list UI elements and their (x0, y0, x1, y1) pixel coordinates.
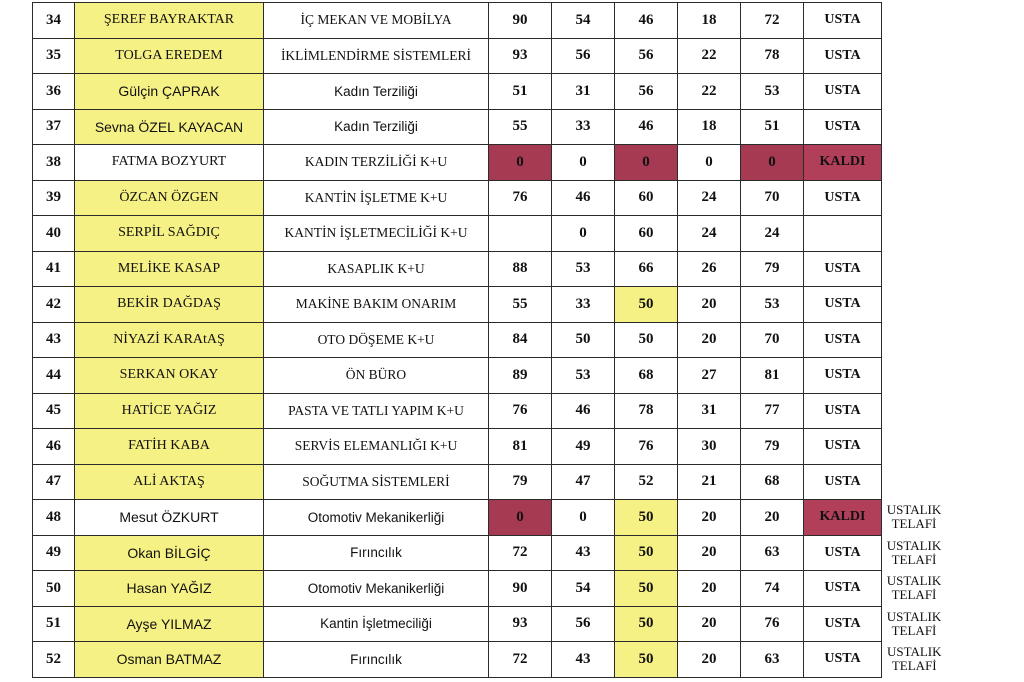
score-5: 72 (741, 3, 804, 39)
student-name: Okan BİLGİÇ (75, 535, 264, 571)
table-row (33, 606, 947, 642)
score-5: 20 (741, 500, 804, 536)
department: KANTİN İŞLETME K+U (264, 180, 489, 216)
row-number: 38 (33, 145, 75, 181)
result-status: USTA (804, 251, 882, 287)
table-row (33, 216, 947, 252)
student-name: MELİKE KASAP (75, 251, 264, 287)
score-4: 20 (678, 287, 741, 323)
result-status: USTA (804, 74, 882, 110)
department: Fırıncılık (264, 642, 489, 678)
table-row (33, 464, 947, 500)
table-row (33, 38, 947, 74)
table-row (33, 145, 947, 181)
row-number: 42 (33, 287, 75, 323)
score-2: 47 (552, 464, 615, 500)
score-4: 20 (678, 606, 741, 642)
score-5: 74 (741, 571, 804, 607)
score-4: 18 (678, 3, 741, 39)
student-name: SERPİL SAĞDIÇ (75, 216, 264, 252)
score-1: 90 (489, 3, 552, 39)
score-5: 79 (741, 429, 804, 465)
table-row (33, 393, 947, 429)
score-4: 0 (678, 145, 741, 181)
score-4: 24 (678, 180, 741, 216)
score-4: 24 (678, 216, 741, 252)
score-5: 53 (741, 74, 804, 110)
row-number: 46 (33, 429, 75, 465)
score-3: 56 (615, 74, 678, 110)
department: Otomotiv Mekanikerliği (264, 500, 489, 536)
side-note-line: TELAFİ (891, 516, 937, 532)
score-3: 60 (615, 216, 678, 252)
score-2: 43 (552, 642, 615, 678)
side-note (882, 500, 947, 536)
result-status: USTA (804, 358, 882, 394)
score-3: 50 (615, 606, 678, 642)
score-2: 46 (552, 180, 615, 216)
student-name: FATİH KABA (75, 429, 264, 465)
score-1: 93 (489, 606, 552, 642)
table-row (33, 429, 947, 465)
row-number: 41 (33, 251, 75, 287)
student-name: BEKİR DAĞDAŞ (75, 287, 264, 323)
student-name: ŞEREF BAYRAKTAR (75, 3, 264, 39)
department: Kantin İşletmeciliği (264, 606, 489, 642)
score-1: 55 (489, 109, 552, 145)
score-5: 0 (741, 145, 804, 181)
score-5: 78 (741, 38, 804, 74)
table-row (33, 180, 947, 216)
result-status: USTA (804, 606, 882, 642)
department: MAKİNE BAKIM ONARIM (264, 287, 489, 323)
department: KADIN TERZİLİĞİ K+U (264, 145, 489, 181)
score-1: 93 (489, 38, 552, 74)
score-5: 79 (741, 251, 804, 287)
score-4: 20 (678, 322, 741, 358)
table-row (33, 251, 947, 287)
row-number: 44 (33, 358, 75, 394)
score-5: 70 (741, 180, 804, 216)
student-name: TOLGA EREDEM (75, 38, 264, 74)
side-note (882, 429, 947, 465)
row-number: 40 (33, 216, 75, 252)
table-row (33, 322, 947, 358)
score-1: 89 (489, 358, 552, 394)
department: İKLİMLENDİRME SİSTEMLERİ (264, 38, 489, 74)
row-number: 37 (33, 109, 75, 145)
student-name: HATİCE YAĞIZ (75, 393, 264, 429)
row-number: 43 (33, 322, 75, 358)
score-5: 81 (741, 358, 804, 394)
row-number: 36 (33, 74, 75, 110)
score-3: 66 (615, 251, 678, 287)
result-status: USTA (804, 571, 882, 607)
score-2: 31 (552, 74, 615, 110)
score-3: 76 (615, 429, 678, 465)
score-5: 76 (741, 606, 804, 642)
student-name: SERKAN OKAY (75, 358, 264, 394)
score-5: 63 (741, 535, 804, 571)
student-name: Osman BATMAZ (75, 642, 264, 678)
side-note (882, 109, 947, 145)
department: İÇ MEKAN VE MOBİLYA (264, 3, 489, 39)
score-1 (489, 216, 552, 252)
side-note (882, 38, 947, 74)
department: Kadın Terziliği (264, 74, 489, 110)
score-2: 0 (552, 216, 615, 252)
score-1: 79 (489, 464, 552, 500)
table-row (33, 642, 947, 678)
side-note (882, 606, 947, 642)
side-note-line: USTALIK (886, 537, 942, 553)
score-2: 43 (552, 535, 615, 571)
score-1: 55 (489, 287, 552, 323)
score-4: 20 (678, 500, 741, 536)
row-number: 45 (33, 393, 75, 429)
score-4: 26 (678, 251, 741, 287)
student-name: Gülçin ÇAPRAK (75, 74, 264, 110)
score-1: 0 (489, 500, 552, 536)
score-1: 76 (489, 180, 552, 216)
score-3: 50 (615, 642, 678, 678)
score-2: 0 (552, 145, 615, 181)
score-2: 33 (552, 287, 615, 323)
score-3: 50 (615, 287, 678, 323)
score-5: 51 (741, 109, 804, 145)
score-4: 20 (678, 535, 741, 571)
side-note-line: USTALIK (886, 573, 942, 589)
score-2: 46 (552, 393, 615, 429)
side-note-line: USTALIK (886, 608, 942, 624)
student-name: FATMA BOZYURT (75, 145, 264, 181)
row-number: 48 (33, 500, 75, 536)
student-name: Ayşe YILMAZ (75, 606, 264, 642)
side-note (882, 464, 947, 500)
row-number: 49 (33, 535, 75, 571)
table-row (33, 571, 947, 607)
score-3: 46 (615, 109, 678, 145)
score-3: 50 (615, 322, 678, 358)
row-number: 47 (33, 464, 75, 500)
score-5: 68 (741, 464, 804, 500)
table-row (33, 287, 947, 323)
table-row (33, 3, 947, 39)
row-number: 34 (33, 3, 75, 39)
score-3: 46 (615, 3, 678, 39)
results-table-body (33, 3, 947, 678)
result-status: USTA (804, 3, 882, 39)
score-4: 22 (678, 74, 741, 110)
results-table (32, 2, 947, 678)
score-4: 20 (678, 571, 741, 607)
department: Fırıncılık (264, 535, 489, 571)
result-status (804, 216, 882, 252)
score-2: 0 (552, 500, 615, 536)
score-3: 50 (615, 571, 678, 607)
table-row (33, 500, 947, 536)
score-2: 53 (552, 358, 615, 394)
score-4: 30 (678, 429, 741, 465)
student-name: ÖZCAN ÖZGEN (75, 180, 264, 216)
score-1: 88 (489, 251, 552, 287)
side-note (882, 145, 947, 181)
score-1: 0 (489, 145, 552, 181)
score-4: 18 (678, 109, 741, 145)
score-5: 77 (741, 393, 804, 429)
result-status: USTA (804, 535, 882, 571)
result-status: USTA (804, 464, 882, 500)
side-note (882, 3, 947, 39)
score-5: 63 (741, 642, 804, 678)
result-status: USTA (804, 429, 882, 465)
result-status: USTA (804, 109, 882, 145)
score-1: 90 (489, 571, 552, 607)
score-1: 76 (489, 393, 552, 429)
side-note (882, 571, 947, 607)
table-row (33, 535, 947, 571)
score-3: 60 (615, 180, 678, 216)
score-4: 22 (678, 38, 741, 74)
result-status: USTA (804, 393, 882, 429)
score-4: 21 (678, 464, 741, 500)
student-name: Mesut ÖZKURT (75, 500, 264, 536)
student-name: NİYAZİ KARAtAŞ (75, 322, 264, 358)
side-note-line: USTALIK (886, 644, 942, 660)
student-name: Hasan YAĞIZ (75, 571, 264, 607)
score-3: 56 (615, 38, 678, 74)
result-status: USTA (804, 287, 882, 323)
department: Kadın Terziliği (264, 109, 489, 145)
score-3: 50 (615, 500, 678, 536)
side-note (882, 393, 947, 429)
score-1: 51 (489, 74, 552, 110)
result-status: KALDI (804, 145, 882, 181)
row-number: 50 (33, 571, 75, 607)
row-number: 35 (33, 38, 75, 74)
department: KANTİN İŞLETMECİLİĞİ K+U (264, 216, 489, 252)
score-3: 68 (615, 358, 678, 394)
score-2: 49 (552, 429, 615, 465)
side-note-line: TELAFİ (891, 622, 937, 638)
score-3: 0 (615, 145, 678, 181)
side-note (882, 535, 947, 571)
score-5: 53 (741, 287, 804, 323)
department: SOĞUTMA SİSTEMLERİ (264, 464, 489, 500)
score-3: 52 (615, 464, 678, 500)
score-5: 70 (741, 322, 804, 358)
result-status: USTA (804, 642, 882, 678)
side-note-line: TELAFİ (891, 658, 937, 674)
student-name: Sevna ÖZEL KAYACAN (75, 109, 264, 145)
score-5: 24 (741, 216, 804, 252)
result-status: USTA (804, 180, 882, 216)
department: OTO DÖŞEME K+U (264, 322, 489, 358)
row-number: 52 (33, 642, 75, 678)
result-status: USTA (804, 38, 882, 74)
score-2: 56 (552, 606, 615, 642)
score-2: 50 (552, 322, 615, 358)
score-1: 84 (489, 322, 552, 358)
department: SERVİS ELEMANLIĞI K+U (264, 429, 489, 465)
score-1: 72 (489, 642, 552, 678)
side-note (882, 216, 947, 252)
department: ÖN BÜRO (264, 358, 489, 394)
score-4: 27 (678, 358, 741, 394)
side-note-line: TELAFİ (891, 551, 937, 567)
score-2: 33 (552, 109, 615, 145)
score-2: 54 (552, 571, 615, 607)
side-note-line: TELAFİ (891, 587, 937, 603)
side-note (882, 74, 947, 110)
result-status: USTA (804, 322, 882, 358)
score-2: 54 (552, 3, 615, 39)
score-4: 31 (678, 393, 741, 429)
side-note (882, 322, 947, 358)
side-note (882, 251, 947, 287)
score-3: 50 (615, 535, 678, 571)
row-number: 39 (33, 180, 75, 216)
table-row (33, 109, 947, 145)
department: PASTA VE TATLI YAPIM K+U (264, 393, 489, 429)
side-note (882, 642, 947, 678)
table-row (33, 74, 947, 110)
score-3: 78 (615, 393, 678, 429)
row-number: 51 (33, 606, 75, 642)
department: Otomotiv Mekanikerliği (264, 571, 489, 607)
side-note (882, 287, 947, 323)
score-1: 72 (489, 535, 552, 571)
table-row (33, 358, 947, 394)
result-status: KALDI (804, 500, 882, 536)
side-note (882, 358, 947, 394)
side-note-line: USTALIK (886, 502, 942, 518)
department: KASAPLIK K+U (264, 251, 489, 287)
score-4: 20 (678, 642, 741, 678)
side-note (882, 180, 947, 216)
score-2: 53 (552, 251, 615, 287)
score-2: 56 (552, 38, 615, 74)
score-1: 81 (489, 429, 552, 465)
student-name: ALİ AKTAŞ (75, 464, 264, 500)
